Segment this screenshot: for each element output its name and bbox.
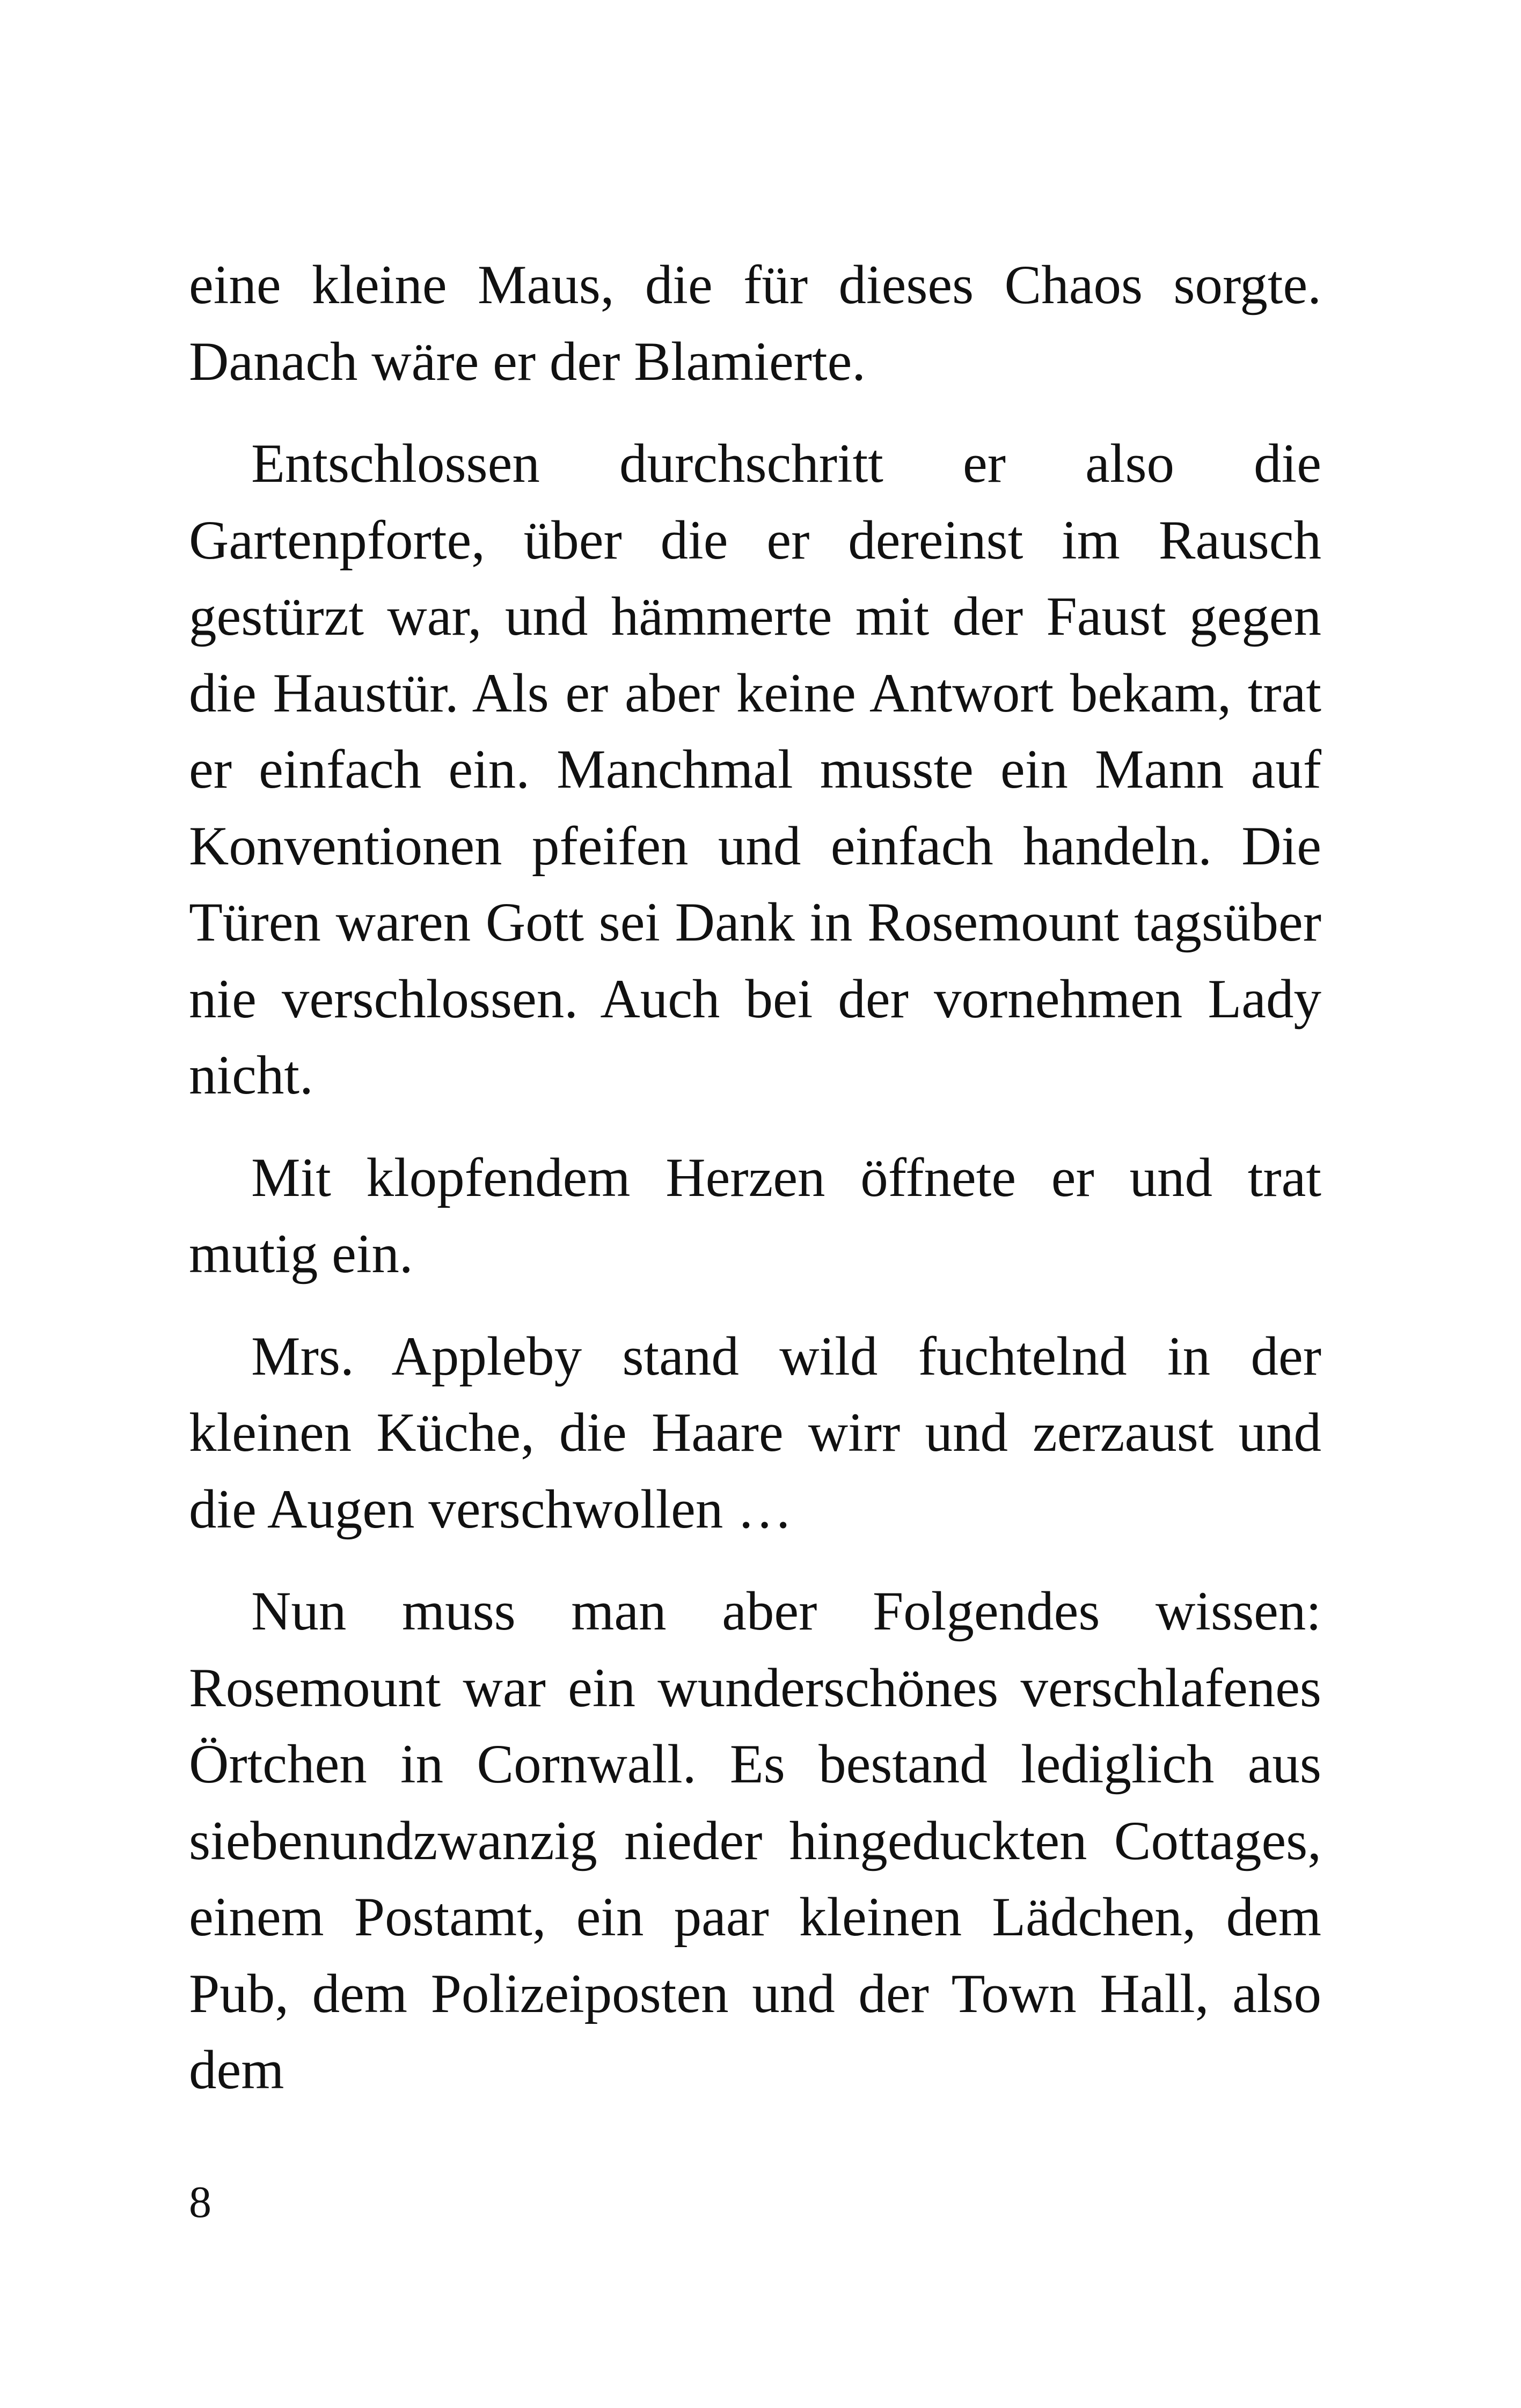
paragraph-2: Entschlossen durchschritt er also die Gartenpforte, über die er dereinst im Rausch gestürzt war, und hämmerte mit der Faust gegen die Haustür. Als er aber keine Antwort bekam, trat er einfach ein. Manchmal musste ein Mann auf Konventionen pfeifen und einfach handeln. Die Türen waren Gott sei Dank in Rosemount tagsüber nie verschlossen. Auch bei der vornehmen Lady nicht. <box>189 433 1321 1106</box>
paragraph-1: eine kleine Maus, die für dieses Chaos sorgte. Danach wäre er der Blamierte. <box>189 254 1321 392</box>
page-number: 8 <box>189 2177 211 2227</box>
body-text <box>189 247 1321 2109</box>
paragraph-3: Mit klopfendem Herzen öffnete er und trat mutig ein. <box>189 1147 1321 1284</box>
paragraph-5: Nun muss man aber Folgendes wissen: Rosemount war ein wunderschönes verschlafenes Örtchen in Cornwall. Es bestand lediglich aus siebenundzwanzig nieder hingeduckten Cottages, einem Postamt, ein paar kleinen Lädchen, dem Pub, dem Polizeiposten und der Town Hall, also dem <box>189 1581 1321 2101</box>
paragraph-4: Mrs. Appleby stand wild fuchtelnd in der kleinen Küche, die Haare wirr und zerzaust und die Augen verschwollen … <box>189 1325 1321 1540</box>
